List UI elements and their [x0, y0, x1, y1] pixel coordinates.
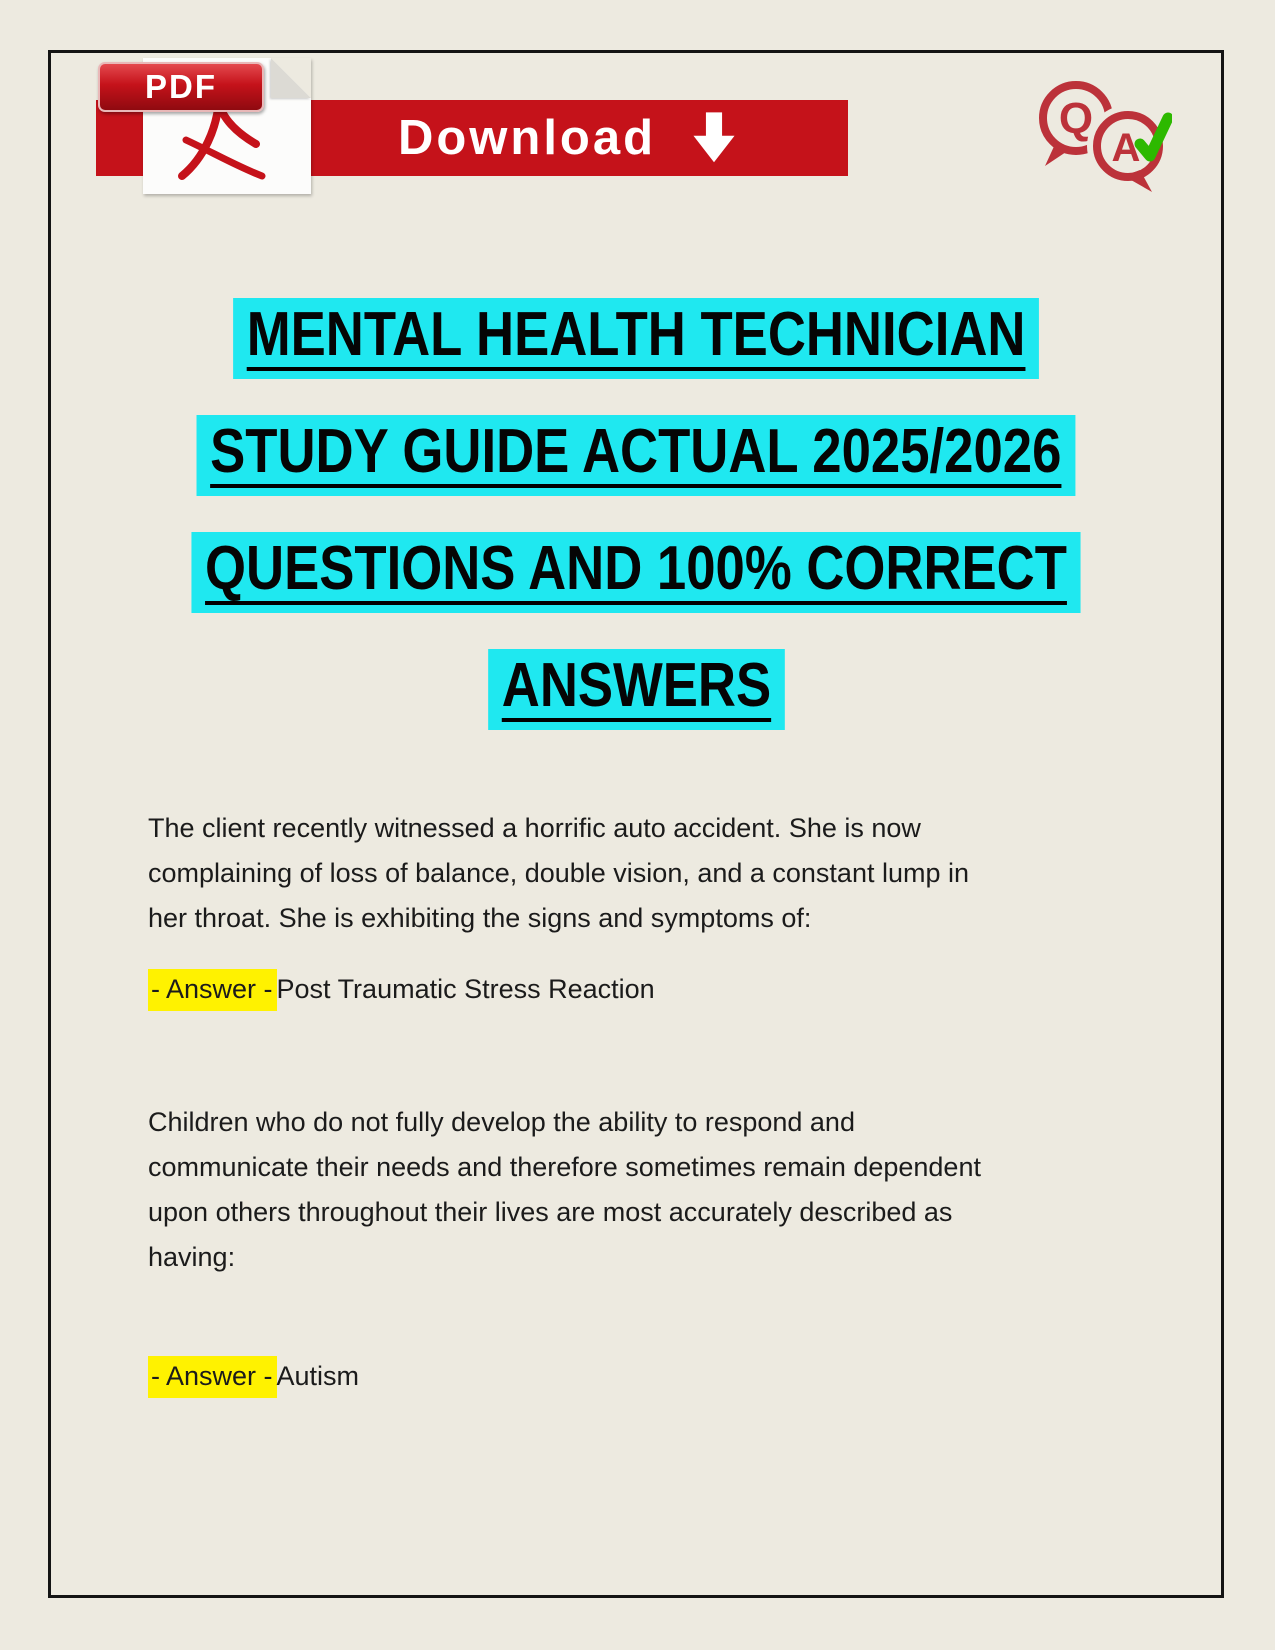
title-text-1: MENTAL HEALTH TECHNICIAN — [233, 298, 1039, 379]
pdf-badge-label: PDF — [145, 68, 217, 105]
question-1-line-2: complaining of loss of balance, double vision, and a constant lump in — [148, 858, 970, 888]
answer-2-prefix: - Answer - — [148, 1356, 277, 1398]
title-line-4 — [51, 649, 1221, 734]
question-1-line-1: The client recently witnessed a horrific auto accident. She is now — [148, 813, 921, 843]
qa-logo-a: A — [1111, 126, 1141, 170]
answer-1-text: Post Traumatic Stress Reaction — [276, 974, 655, 1004]
question-1-line-3: her throat. She is exhibiting the signs and symptoms of: — [148, 903, 812, 933]
question-2-line-1: Children who do not fully develop the ability to respond and — [148, 1107, 855, 1137]
title-text-3: QUESTIONS AND 100% CORRECT — [191, 532, 1080, 613]
download-arrow-icon — [692, 112, 736, 164]
answer-1 — [148, 967, 1101, 1012]
qa-logo — [1032, 76, 1172, 200]
answer-2-text: Autism — [276, 1361, 360, 1391]
question-1 — [148, 806, 1101, 941]
pdf-badge — [98, 62, 264, 112]
title-line-2 — [51, 415, 1221, 500]
header-row — [51, 53, 1221, 200]
qa-content — [51, 806, 1221, 1399]
title-line-1 — [51, 298, 1221, 383]
question-2-line-3: upon others throughout their lives are most accurately described as — [148, 1197, 953, 1227]
answer-1-prefix: - Answer - — [148, 969, 277, 1011]
qa-logo-q: Q — [1058, 94, 1094, 143]
answer-2 — [148, 1354, 1101, 1399]
question-2-line-4: having: — [148, 1242, 236, 1272]
title-line-3 — [51, 532, 1221, 617]
document-page — [48, 50, 1224, 1598]
pdf-download-banner[interactable] — [96, 58, 848, 196]
title-text-2: STUDY GUIDE ACTUAL 2025/2026 — [197, 415, 1076, 496]
download-label: Download — [397, 111, 657, 165]
question-2 — [148, 1100, 1101, 1280]
question-2-line-2: communicate their needs and therefore sometimes remain dependent — [148, 1152, 981, 1182]
document-title — [51, 298, 1221, 734]
title-text-4: ANSWERS — [488, 649, 785, 730]
